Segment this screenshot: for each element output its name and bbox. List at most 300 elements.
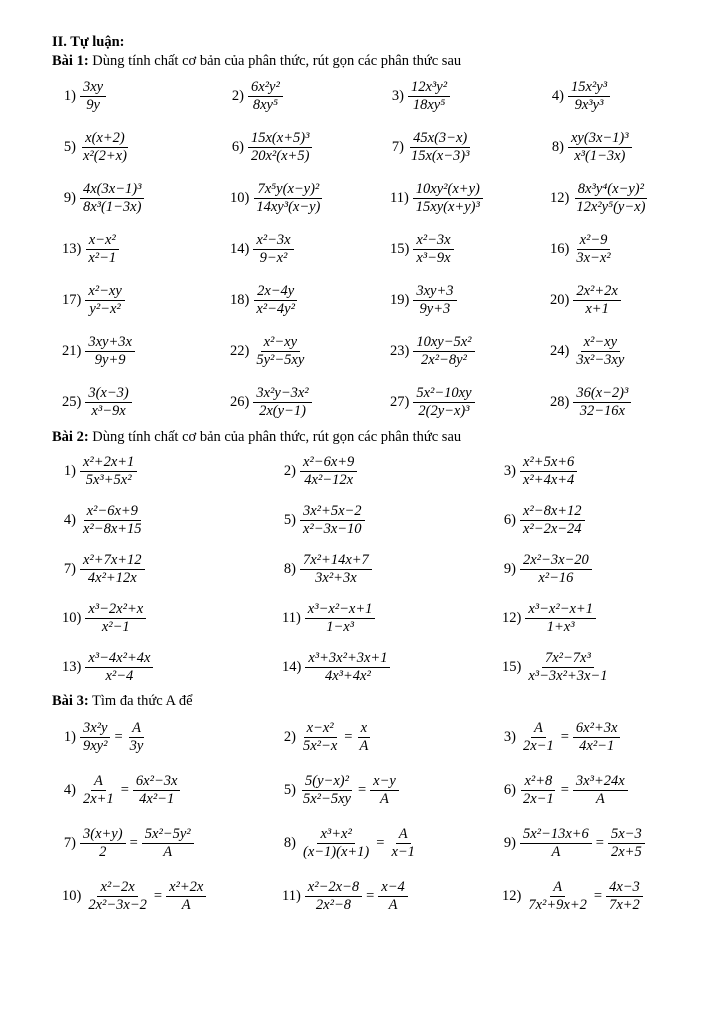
equals-sign: = [120,782,129,798]
exercise-number: 1) [63,463,76,479]
exercise-number: 24) [550,343,570,359]
exercise-number: 4) [63,782,76,798]
numerator: 5x²−10xy [413,385,474,403]
exercise-item [390,71,450,122]
exercise-item [502,545,592,594]
exercise-item [62,711,146,764]
denominator: 2x−1 [523,791,554,807]
denominator: x−1 [391,844,415,860]
exercise-item [62,594,146,643]
exercise-item [62,817,194,870]
fraction [85,283,124,318]
numerator: 3xy+3x [85,334,135,352]
exercise-number: 9) [63,190,76,206]
exercise-number: 8) [551,139,564,155]
denominator: 18xy⁵ [412,97,446,113]
numerator: x−x² [304,720,337,738]
fraction [568,130,632,165]
numerator: 45x(3−x) [410,130,470,148]
numerator: x³+3x²+3x+1 [305,650,390,668]
exercise-item [502,870,643,923]
numerator: x²−xy [261,334,300,352]
fraction [520,503,585,538]
numerator: x²+8 [521,773,555,791]
denominator: x²−16 [538,570,574,586]
denominator: 2x−1 [523,738,554,754]
exercise-item [390,173,483,224]
fraction [253,181,323,216]
exercise-item [62,71,106,122]
exercise-number: 3) [391,88,404,104]
denominator: x³(1−3x) [574,148,626,164]
numerator: 2x−4y [254,283,297,301]
exercise-item [390,224,454,275]
exercise-number: 6) [231,139,244,155]
equals-sign: = [153,888,163,904]
denominator: y²−x² [89,301,121,317]
numerator: A [396,826,411,844]
numerator: x²−xy [581,334,620,352]
exercise-number: 23) [390,343,410,359]
denominator: 3x−x² [576,250,611,266]
fraction [573,720,621,755]
exercise-number: 7) [63,561,76,577]
denominator: 12x²y⁵(y−x) [576,199,646,215]
exercise-item [62,545,145,594]
exercise-item [390,377,475,428]
denominator: 9x³y³ [574,97,604,113]
exercise-item [502,764,628,817]
fraction [525,879,590,914]
exercise-number: 8) [283,835,296,851]
exercise-number: 6) [503,782,516,798]
denominator: 32−16x [579,403,625,419]
exercise-item [62,224,119,275]
denominator: A [380,791,389,807]
denominator: x²+4x+4 [523,472,575,488]
denominator: (x−1)(x+1) [303,844,370,860]
exercise-number: 10) [62,610,82,626]
exercise-number: 9) [503,835,516,851]
exercise-item [62,377,132,428]
worksheet [52,33,712,923]
exercise-item [550,71,610,122]
exercise-item [230,326,307,377]
exercise-item [62,122,130,173]
exercise-number: 3) [503,729,516,745]
fraction [606,879,643,914]
numerator: 8x³y⁴(x−y)² [575,181,647,199]
fraction [413,283,456,318]
numerator: x³−x²−x+1 [305,601,376,619]
equals-sign: = [593,888,603,904]
exercise-item [282,711,371,764]
numerator: 3x²y [80,720,110,738]
exercise-item [230,224,294,275]
numerator: 15x²y³ [568,79,610,97]
exercise-number: 12) [550,190,570,206]
exercise-number: 26) [230,394,250,410]
fraction [305,879,362,914]
equals-sign: = [366,888,375,904]
denominator: x²−2x−24 [523,521,582,537]
exercise-number: 10) [230,190,250,206]
fraction [253,334,307,369]
exercise-item [550,224,614,275]
denominator: x²−4y² [256,301,295,317]
equals-sign: = [560,782,569,798]
denominator: 7x²+9x+2 [528,897,587,913]
exercise-item [62,870,206,923]
exercise-item [390,122,472,173]
fraction [305,650,390,685]
exercise-item [62,447,137,496]
denominator: 5x²−5xy [303,791,351,807]
numerator: xy(3x−1)³ [568,130,632,148]
fraction [300,454,357,489]
section-title: II. Tự luận: [52,34,125,50]
exercise-number: 20) [550,292,570,308]
denominator: 8x³(1−3x) [83,199,142,215]
exercise-number: 8) [283,561,296,577]
fraction [248,79,283,114]
denominator: x²−4 [105,668,134,684]
fraction [573,283,621,318]
numerator: x−y [370,773,399,791]
fraction [300,503,365,538]
denominator: 1−x³ [326,619,355,635]
exercise-item [282,447,357,496]
fraction [80,826,126,861]
numerator: 3(x+y) [80,826,126,844]
fraction [408,79,450,114]
fraction [80,79,106,114]
denominator: 4x²−1 [579,738,615,754]
fraction [80,773,117,808]
exercise-item [282,496,365,545]
denominator: A [551,844,561,860]
numerator: 5(y−x)² [302,773,352,791]
denominator: 2x(y−1) [259,403,306,419]
denominator: 2x²−3x−2 [88,897,147,913]
exercise-item [230,122,312,173]
exercise-item [230,275,298,326]
denominator: A [163,844,173,860]
fraction [133,773,181,808]
numerator: x³−x²−x+1 [525,601,596,619]
denominator: 15x(x−3)³ [411,148,470,164]
denominator: x³−9x [91,403,126,419]
denominator: x+1 [585,301,609,317]
denominator: 2 [99,844,107,860]
fraction [80,130,130,165]
denominator: 5x²−x [303,738,338,754]
equals-sign: = [114,729,123,745]
exercise-number: 1) [63,729,76,745]
bai2-heading [52,428,712,447]
numerator: 5x−3 [608,826,645,844]
fraction [520,552,592,587]
fraction [300,826,372,861]
fraction [80,503,145,538]
denominator: A [181,897,191,913]
denominator: x²(2+x) [83,148,127,164]
fraction [520,826,592,861]
exercise-item [550,275,621,326]
numerator: x [358,720,370,738]
exercise-number: 9) [503,561,516,577]
denominator: x³−3x²+3x−1 [528,668,608,684]
fraction [520,773,557,808]
fraction [85,232,119,267]
denominator: 2x+1 [83,791,114,807]
exercise-number: 14) [282,659,302,675]
fraction [520,720,557,755]
fraction [142,826,194,861]
exercise-item [282,870,408,923]
fraction [80,181,144,216]
exercise-item [230,71,283,122]
fraction [80,720,110,755]
exercise-number: 4) [551,88,564,104]
numerator: x²+7x+12 [80,552,145,570]
fraction [253,283,298,318]
denominator: A [595,791,605,807]
exercise-item [502,594,596,643]
bai3-heading [52,692,712,711]
numerator: 15x(x+5)³ [248,130,312,148]
exercise-number: 5) [283,512,296,528]
exercise-item [390,326,475,377]
numerator: A [550,879,565,897]
fraction [85,385,131,420]
denominator: x²−8x+15 [83,521,142,537]
exercise-item [282,817,418,870]
exercise-item [550,326,627,377]
fraction [413,232,453,267]
denominator: 2x+5 [610,844,642,860]
denominator: 5y²−5xy [256,352,305,368]
exercise-number: 2) [283,729,296,745]
numerator: 3x²y−3x² [253,385,311,403]
exercise-number: 28) [550,394,570,410]
exercise-item [502,817,645,870]
fraction [378,879,407,914]
fraction [127,720,147,755]
denominator: 4x²−1 [139,791,175,807]
fraction [608,826,645,861]
denominator: x²−1 [88,250,117,266]
denominator: 15xy(x+y)³ [415,199,480,215]
numerator: 7x⁵y(x−y)² [254,181,322,199]
bai2-exercise-grid [52,447,712,692]
numerator: 10xy²(x+y) [413,181,483,199]
fraction [573,232,613,267]
fraction [85,601,146,636]
equals-sign: = [129,835,138,851]
exercise-number: 11) [282,610,301,626]
exercise-number: 3) [503,463,516,479]
exercise-number: 12) [502,888,522,904]
denominator: 14xy³(x−y) [256,199,321,215]
denominator: 1+x³ [546,619,575,635]
exercise-number: 22) [230,343,250,359]
bai1-text: Dùng tính chất cơ bản của phân thức, rút gọn các phân thức sau [92,53,462,69]
numerator: x²+2x [166,879,206,897]
exercise-number: 17) [62,292,82,308]
numerator: 5x²−13x+6 [520,826,592,844]
numerator: 3xy+3 [413,283,456,301]
fraction [80,552,145,587]
numerator: x²−6x+9 [300,454,357,472]
numerator: 2x²+2x [573,283,621,301]
denominator: 4x³+4x² [324,668,371,684]
denominator: 20x²(x+5) [251,148,310,164]
exercise-item [230,173,323,224]
equals-sign: = [595,835,604,851]
fraction [248,130,312,165]
fraction [388,826,417,861]
denominator: 5x³+5x² [85,472,132,488]
fraction [568,79,610,114]
equals-sign: = [357,782,367,798]
denominator: x²−1 [101,619,130,635]
exercise-item [390,275,457,326]
fraction [85,334,135,369]
numerator: 10xy−5x² [413,334,474,352]
exercise-number: 11) [390,190,409,206]
numerator: A [91,773,106,791]
exercise-number: 12) [502,610,522,626]
fraction [300,720,340,755]
exercise-number: 21) [62,343,82,359]
fraction [525,650,610,685]
denominator: 3x²+3x [315,570,357,586]
exercise-item [502,447,577,496]
denominator: 2x²−8y² [421,352,467,368]
exercise-item [502,711,620,764]
fraction [413,334,474,369]
exercise-number: 2) [231,88,244,104]
denominator: 2(2y−x)³ [418,403,470,419]
numerator: 3xy [80,79,106,97]
exercise-number: 6) [503,512,516,528]
exercise-item [62,496,145,545]
fraction [305,601,376,636]
denominator: 3x²−3xy [576,352,625,368]
equals-sign: = [560,729,569,745]
denominator: 9xy² [83,738,108,754]
fraction [408,130,472,165]
numerator: x−x² [86,232,119,250]
bai2-label: Bài 2: [52,429,89,445]
denominator: 9y+9 [94,352,126,368]
numerator: 36(x−2)³ [573,385,631,403]
fraction [525,601,596,636]
fraction [573,773,628,808]
numerator: x(x+2) [82,130,128,148]
bai3-text: Tìm đa thức A để [92,693,193,709]
exercise-item [282,594,375,643]
numerator: 3x³+24x [573,773,628,791]
fraction [300,773,354,808]
fraction [80,454,137,489]
exercise-item [230,377,312,428]
exercise-number: 25) [62,394,82,410]
numerator: 12x³y² [408,79,450,97]
exercise-item [282,545,372,594]
numerator: x²−2x [97,879,137,897]
fraction [356,720,371,755]
numerator: x−4 [378,879,407,897]
exercise-item [550,122,632,173]
fraction [573,181,648,216]
exercise-item [62,326,135,377]
fraction [85,650,153,685]
bai1-exercise-grid [52,71,712,428]
bai3-label: Bài 3: [52,693,89,709]
numerator: x²+5x+6 [520,454,577,472]
exercise-number: 4) [63,512,76,528]
exercise-number: 10) [62,888,82,904]
exercise-item [62,275,125,326]
denominator: x³−9x [416,250,451,266]
denominator: A [388,897,398,913]
exercise-number: 2) [283,463,296,479]
denominator: x²−3x−10 [303,521,362,537]
numerator: 6x²−3x [133,773,181,791]
numerator: 3(x−3) [85,385,131,403]
fraction [300,552,372,587]
denominator: A [359,738,369,754]
fraction [413,181,483,216]
denominator: 7x+2 [609,897,640,913]
exercise-item [62,173,144,224]
numerator: x²−8x+12 [520,503,585,521]
fraction [370,773,399,808]
numerator: x³−2x²+x [85,601,146,619]
exercise-number: 1) [63,88,76,104]
numerator: x²+2x+1 [80,454,137,472]
denominator: 9−x² [259,250,288,266]
exercise-item [550,173,648,224]
exercise-number: 16) [550,241,570,257]
exercise-number: 18) [230,292,250,308]
fraction [573,385,631,420]
equals-sign: = [344,729,353,745]
denominator: 4x²−12x [304,472,354,488]
numerator: x²−9 [577,232,611,250]
fraction [253,232,293,267]
numerator: A [129,720,144,738]
denominator: 3y [129,738,144,754]
exercise-number: 19) [390,292,410,308]
numerator: 4x−3 [606,879,643,897]
fraction [520,454,577,489]
bai2-text: Dùng tính chất cơ bản của phân thức, rút gọn các phân thức sau [92,429,462,445]
denominator: 4x²+12x [87,570,137,586]
exercise-number: 14) [230,241,250,257]
denominator: 9y [86,97,100,113]
numerator: x²−6x+9 [84,503,141,521]
numerator: x³−4x²+4x [85,650,153,668]
numerator: A [531,720,546,738]
fraction [253,385,311,420]
numerator: x³+x² [317,826,354,844]
exercise-number: 27) [390,394,410,410]
numerator: 7x²+14x+7 [300,552,372,570]
exercise-number: 7) [63,835,76,851]
